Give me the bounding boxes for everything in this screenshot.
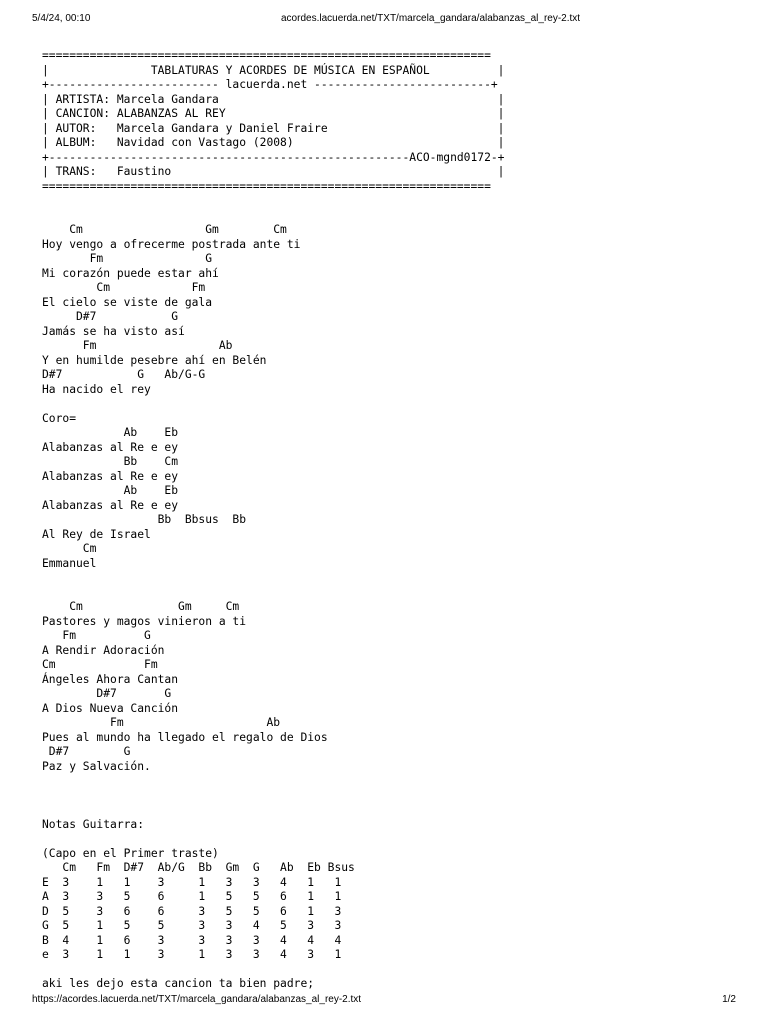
page-number: 1/2	[722, 994, 736, 1005]
print-header-url: acordes.lacuerda.net/TXT/marcela_gandara/alabanzas_al_rey-2.txt	[281, 13, 581, 24]
print-header	[32, 13, 736, 27]
print-date: 5/4/24, 00:10	[32, 13, 91, 24]
print-footer-url: https://acordes.lacuerda.net/TXT/marcela_gandara/alabanzas_al_rey-2.txt	[32, 994, 362, 1005]
print-footer	[32, 994, 736, 1008]
song-text-document: ================================================================== | TABLATURAS Y ACORDES DE MÚSICA EN ESPAÑOL | +------------------------- lacuerda.net --------------------------+ | ARTISTA: Marcela Gandara | | CANCION: ALABANZAS AL REY | | AUTOR: Marcela Gandara y Daniel Fraire | | ALBUM: Navidad con Vastago (2008) | +-----------------------------------------------------ACO-mgnd0172-+ | TRANS: Faustino | ================================================================== Cm Gm Cm Hoy vengo a ofrecerme postrada ante ti Fm G Mi corazón puede estar ahí Cm Fm El cielo se viste de gala D#7 G Jamás se ha visto así Fm Ab Y en humilde pesebre ahí en Belén D#7 G Ab/G-G Ha nacido el rey Coro= Ab Eb Alabanzas al Re e ey Bb Cm Alabanzas al Re e ey Ab Eb Alabanzas al Re e ey Bb Bbsus Bb Al Rey de Israel Cm Emmanuel Cm Gm Cm Pastores y magos vinieron a ti Fm G A Rendir Adoración Cm Fm Ángeles Ahora Cantan D#7 G A Dios Nueva Canción Fm Ab Pues al mundo ha llegado el regalo de Dios D#7 G Paz y Salvación. Notas Guitarra: (Capo en el Primer traste) Cm Fm D#7 Ab/G Bb Gm G Ab Eb Bsus E 3 1 1 3 1 3 3 4 1 1 A 3 3 5 6 1 5 5 6 1 1 D 5 3 6 6 3 5 5 6 1 3 G 5 1 5 5 3 3 4 5 3 3 B 4 1 6 3 3 3 3 4 4 4 e 3 1 1 3 1 3 3 4 3 1 aki les dejo esta cancion ta bien padre;	[42, 49, 505, 990]
